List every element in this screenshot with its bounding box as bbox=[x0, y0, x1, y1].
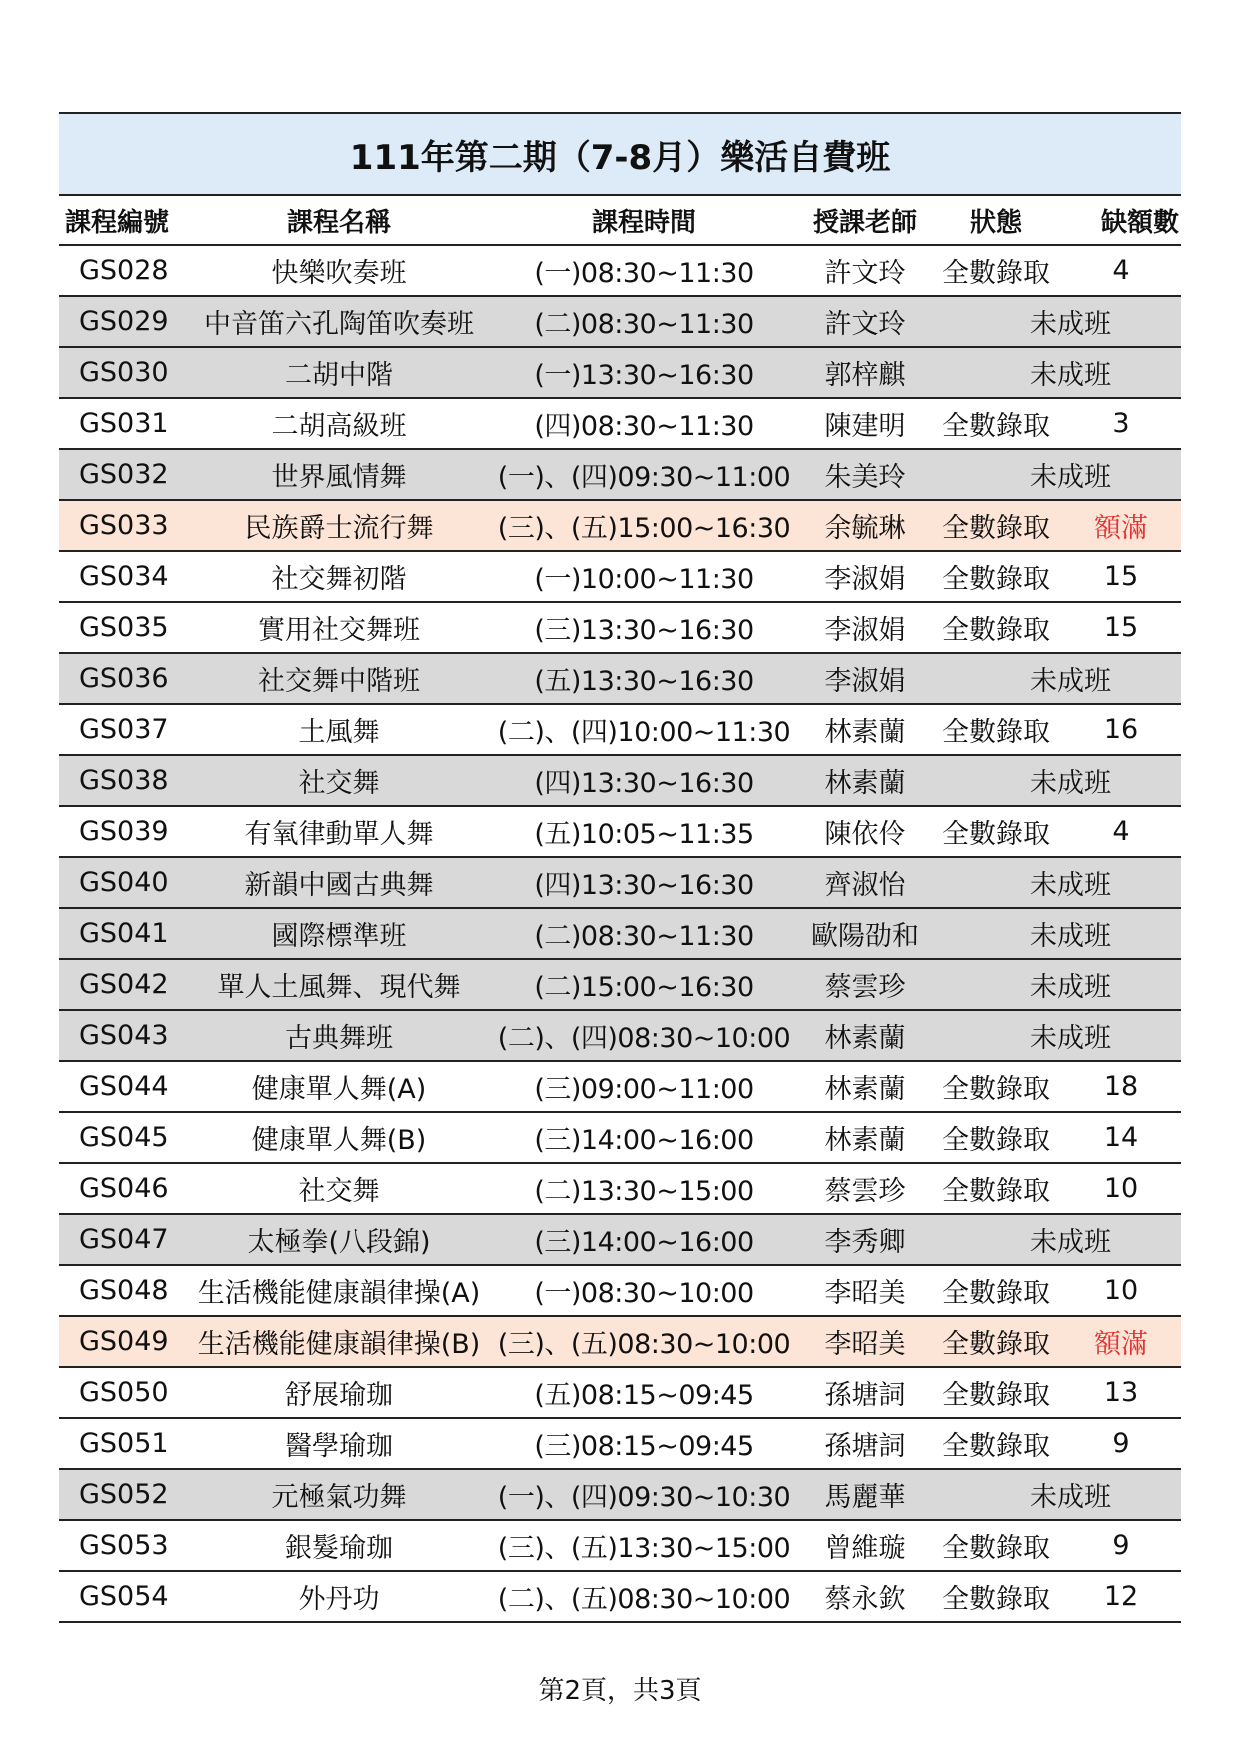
cell-course-time: (一)、(四)09:30~11:00 bbox=[489, 449, 799, 500]
cell-course-code: GS031 bbox=[59, 398, 189, 449]
cell-teacher: 林素蘭 bbox=[799, 1061, 931, 1112]
cell-course-time: (四)13:30~16:30 bbox=[489, 755, 799, 806]
cell-teacher: 蔡雲珍 bbox=[799, 959, 931, 1010]
table-row bbox=[59, 755, 1181, 806]
cell-course-time: (三)09:00~11:00 bbox=[489, 1061, 799, 1112]
cell-course-code: GS048 bbox=[59, 1265, 189, 1316]
cell-course-time: (五)10:05~11:35 bbox=[489, 806, 799, 857]
cell-course-time: (五)13:30~16:30 bbox=[489, 653, 799, 704]
cell-course-name: 社交舞初階 bbox=[189, 551, 489, 602]
cell-status: 全數錄取 bbox=[931, 245, 1061, 296]
cell-course-time: (三)、(五)08:30~10:00 bbox=[489, 1316, 799, 1367]
cell-course-time: (二)08:30~11:30 bbox=[489, 908, 799, 959]
cell-course-time: (二)13:30~15:00 bbox=[489, 1163, 799, 1214]
cell-status: 未成班 bbox=[931, 653, 1181, 704]
table-row bbox=[59, 1214, 1181, 1265]
table-row bbox=[59, 806, 1181, 857]
course-sheet bbox=[59, 112, 1181, 1623]
cell-course-time: (三)14:00~16:00 bbox=[489, 1214, 799, 1265]
table-row bbox=[59, 551, 1181, 602]
table-row bbox=[59, 908, 1181, 959]
cell-course-name: 世界風情舞 bbox=[189, 449, 489, 500]
cell-course-code: GS034 bbox=[59, 551, 189, 602]
cell-teacher: 李昭美 bbox=[799, 1316, 931, 1367]
cell-teacher: 許文玲 bbox=[799, 296, 931, 347]
cell-course-name: 單人土風舞、現代舞 bbox=[189, 959, 489, 1010]
cell-quota: 10 bbox=[1061, 1265, 1181, 1316]
header-quota: 缺額數 bbox=[1061, 196, 1181, 245]
cell-status: 全數錄取 bbox=[931, 1367, 1061, 1418]
cell-course-name: 快樂吹奏班 bbox=[189, 245, 489, 296]
cell-course-name: 二胡中階 bbox=[189, 347, 489, 398]
cell-status: 全數錄取 bbox=[931, 1061, 1061, 1112]
header-name: 課程名稱 bbox=[189, 196, 489, 245]
cell-quota: 3 bbox=[1061, 398, 1181, 449]
cell-course-name: 銀髮瑜珈 bbox=[189, 1520, 489, 1571]
cell-quota: 16 bbox=[1061, 704, 1181, 755]
cell-status: 未成班 bbox=[931, 347, 1181, 398]
cell-status: 全數錄取 bbox=[931, 1418, 1061, 1469]
cell-course-time: (二)15:00~16:30 bbox=[489, 959, 799, 1010]
cell-teacher: 朱美玲 bbox=[799, 449, 931, 500]
cell-status: 全數錄取 bbox=[931, 500, 1061, 551]
cell-teacher: 蔡雲珍 bbox=[799, 1163, 931, 1214]
cell-course-name: 醫學瑜珈 bbox=[189, 1418, 489, 1469]
cell-status: 未成班 bbox=[931, 1469, 1181, 1520]
page-footer: 第2頁，共3頁 bbox=[538, 1676, 702, 1706]
cell-status: 全數錄取 bbox=[931, 398, 1061, 449]
cell-quota: 15 bbox=[1061, 602, 1181, 653]
cell-quota: 15 bbox=[1061, 551, 1181, 602]
cell-teacher: 陳建明 bbox=[799, 398, 931, 449]
cell-course-name: 健康單人舞(B) bbox=[189, 1112, 489, 1163]
cell-course-code: GS029 bbox=[59, 296, 189, 347]
table-body bbox=[59, 245, 1181, 1622]
cell-course-time: (三)、(五)13:30~15:00 bbox=[489, 1520, 799, 1571]
cell-quota: 4 bbox=[1061, 245, 1181, 296]
cell-course-time: (一)10:00~11:30 bbox=[489, 551, 799, 602]
cell-status: 未成班 bbox=[931, 857, 1181, 908]
cell-course-code: GS053 bbox=[59, 1520, 189, 1571]
cell-status: 未成班 bbox=[931, 449, 1181, 500]
header-time: 課程時間 bbox=[489, 196, 799, 245]
cell-course-code: GS038 bbox=[59, 755, 189, 806]
sheet-title: 111年第二期（7-8月）樂活自費班 bbox=[59, 112, 1181, 196]
cell-status: 全數錄取 bbox=[931, 551, 1061, 602]
cell-teacher: 林素蘭 bbox=[799, 755, 931, 806]
cell-quota: 9 bbox=[1061, 1418, 1181, 1469]
cell-course-name: 社交舞中階班 bbox=[189, 653, 489, 704]
cell-teacher: 林素蘭 bbox=[799, 704, 931, 755]
cell-course-code: GS050 bbox=[59, 1367, 189, 1418]
cell-course-time: (二)08:30~11:30 bbox=[489, 296, 799, 347]
cell-course-name: 社交舞 bbox=[189, 755, 489, 806]
cell-teacher: 郭梓麒 bbox=[799, 347, 931, 398]
cell-teacher: 孫塘詞 bbox=[799, 1418, 931, 1469]
cell-course-code: GS040 bbox=[59, 857, 189, 908]
header-code: 課程編號 bbox=[59, 196, 189, 245]
cell-status: 未成班 bbox=[931, 296, 1181, 347]
course-table bbox=[59, 196, 1181, 1623]
table-row bbox=[59, 602, 1181, 653]
cell-teacher: 林素蘭 bbox=[799, 1010, 931, 1061]
cell-course-code: GS041 bbox=[59, 908, 189, 959]
table-row bbox=[59, 1418, 1181, 1469]
cell-quota: 額滿 bbox=[1061, 1316, 1181, 1367]
header-teacher: 授課老師 bbox=[799, 196, 931, 245]
cell-status: 全數錄取 bbox=[931, 1520, 1061, 1571]
cell-status: 全數錄取 bbox=[931, 1265, 1061, 1316]
cell-teacher: 陳依伶 bbox=[799, 806, 931, 857]
cell-quota: 9 bbox=[1061, 1520, 1181, 1571]
cell-quota: 18 bbox=[1061, 1061, 1181, 1112]
cell-teacher: 李淑娟 bbox=[799, 653, 931, 704]
cell-status: 全數錄取 bbox=[931, 602, 1061, 653]
cell-course-name: 生活機能健康韻律操(A) bbox=[189, 1265, 489, 1316]
table-row bbox=[59, 959, 1181, 1010]
cell-teacher: 歐陽劭和 bbox=[799, 908, 931, 959]
cell-teacher: 余毓琳 bbox=[799, 500, 931, 551]
cell-teacher: 李秀卿 bbox=[799, 1214, 931, 1265]
cell-course-name: 土風舞 bbox=[189, 704, 489, 755]
table-row bbox=[59, 1316, 1181, 1367]
cell-course-name: 外丹功 bbox=[189, 1571, 489, 1622]
cell-course-name: 太極拳(八段錦) bbox=[189, 1214, 489, 1265]
cell-course-time: (一)、(四)09:30~10:30 bbox=[489, 1469, 799, 1520]
table-row bbox=[59, 347, 1181, 398]
cell-course-name: 國際標準班 bbox=[189, 908, 489, 959]
cell-teacher: 李淑娟 bbox=[799, 602, 931, 653]
cell-teacher: 曾維璇 bbox=[799, 1520, 931, 1571]
cell-course-code: GS033 bbox=[59, 500, 189, 551]
cell-quota: 10 bbox=[1061, 1163, 1181, 1214]
cell-course-code: GS030 bbox=[59, 347, 189, 398]
cell-course-code: GS052 bbox=[59, 1469, 189, 1520]
table-row bbox=[59, 1163, 1181, 1214]
cell-teacher: 齊淑怡 bbox=[799, 857, 931, 908]
cell-course-code: GS045 bbox=[59, 1112, 189, 1163]
cell-course-name: 新韻中國古典舞 bbox=[189, 857, 489, 908]
cell-status: 未成班 bbox=[931, 1010, 1181, 1061]
cell-course-code: GS051 bbox=[59, 1418, 189, 1469]
table-row bbox=[59, 1010, 1181, 1061]
cell-course-code: GS028 bbox=[59, 245, 189, 296]
cell-course-time: (二)、(四)10:00~11:30 bbox=[489, 704, 799, 755]
cell-course-name: 二胡高級班 bbox=[189, 398, 489, 449]
cell-course-time: (一)08:30~10:00 bbox=[489, 1265, 799, 1316]
cell-course-name: 有氧律動單人舞 bbox=[189, 806, 489, 857]
cell-course-code: GS049 bbox=[59, 1316, 189, 1367]
cell-quota: 4 bbox=[1061, 806, 1181, 857]
cell-course-time: (一)08:30~11:30 bbox=[489, 245, 799, 296]
cell-course-code: GS036 bbox=[59, 653, 189, 704]
cell-course-time: (三)13:30~16:30 bbox=[489, 602, 799, 653]
table-row bbox=[59, 1367, 1181, 1418]
cell-course-time: (四)13:30~16:30 bbox=[489, 857, 799, 908]
cell-teacher: 孫塘詞 bbox=[799, 1367, 931, 1418]
cell-status: 全數錄取 bbox=[931, 806, 1061, 857]
cell-teacher: 李淑娟 bbox=[799, 551, 931, 602]
cell-status: 全數錄取 bbox=[931, 1112, 1061, 1163]
table-row bbox=[59, 1112, 1181, 1163]
cell-course-name: 舒展瑜珈 bbox=[189, 1367, 489, 1418]
cell-status: 全數錄取 bbox=[931, 1316, 1061, 1367]
table-row bbox=[59, 1061, 1181, 1112]
cell-course-time: (四)08:30~11:30 bbox=[489, 398, 799, 449]
table-row bbox=[59, 245, 1181, 296]
cell-course-name: 元極氣功舞 bbox=[189, 1469, 489, 1520]
table-row bbox=[59, 653, 1181, 704]
cell-teacher: 許文玲 bbox=[799, 245, 931, 296]
cell-course-time: (三)、(五)15:00~16:30 bbox=[489, 500, 799, 551]
cell-status: 未成班 bbox=[931, 755, 1181, 806]
cell-teacher: 林素蘭 bbox=[799, 1112, 931, 1163]
table-row bbox=[59, 1469, 1181, 1520]
table-row bbox=[59, 449, 1181, 500]
cell-quota: 12 bbox=[1061, 1571, 1181, 1622]
cell-status: 未成班 bbox=[931, 1214, 1181, 1265]
cell-status: 未成班 bbox=[931, 908, 1181, 959]
cell-course-code: GS047 bbox=[59, 1214, 189, 1265]
cell-course-time: (二)、(四)08:30~10:00 bbox=[489, 1010, 799, 1061]
header-status: 狀態 bbox=[931, 196, 1061, 245]
table-row bbox=[59, 398, 1181, 449]
cell-status: 全數錄取 bbox=[931, 704, 1061, 755]
table-row bbox=[59, 296, 1181, 347]
table-row bbox=[59, 500, 1181, 551]
cell-course-name: 健康單人舞(A) bbox=[189, 1061, 489, 1112]
cell-quota: 額滿 bbox=[1061, 500, 1181, 551]
cell-course-time: (三)14:00~16:00 bbox=[489, 1112, 799, 1163]
cell-status: 全數錄取 bbox=[931, 1163, 1061, 1214]
cell-course-code: GS043 bbox=[59, 1010, 189, 1061]
table-row bbox=[59, 1520, 1181, 1571]
cell-status: 未成班 bbox=[931, 959, 1181, 1010]
cell-course-code: GS037 bbox=[59, 704, 189, 755]
cell-course-time: (五)08:15~09:45 bbox=[489, 1367, 799, 1418]
table-row bbox=[59, 704, 1181, 755]
cell-course-name: 實用社交舞班 bbox=[189, 602, 489, 653]
cell-teacher: 李昭美 bbox=[799, 1265, 931, 1316]
cell-course-name: 古典舞班 bbox=[189, 1010, 489, 1061]
cell-course-code: GS046 bbox=[59, 1163, 189, 1214]
cell-course-name: 生活機能健康韻律操(B) bbox=[189, 1316, 489, 1367]
cell-course-code: GS039 bbox=[59, 806, 189, 857]
cell-course-code: GS054 bbox=[59, 1571, 189, 1622]
cell-quota: 14 bbox=[1061, 1112, 1181, 1163]
cell-course-code: GS032 bbox=[59, 449, 189, 500]
cell-course-time: (二)、(五)08:30~10:00 bbox=[489, 1571, 799, 1622]
cell-course-time: (三)08:15~09:45 bbox=[489, 1418, 799, 1469]
cell-course-code: GS042 bbox=[59, 959, 189, 1010]
cell-teacher: 蔡永欽 bbox=[799, 1571, 931, 1622]
cell-course-name: 中音笛六孔陶笛吹奏班 bbox=[189, 296, 489, 347]
cell-course-name: 社交舞 bbox=[189, 1163, 489, 1214]
table-row bbox=[59, 1265, 1181, 1316]
cell-course-name: 民族爵士流行舞 bbox=[189, 500, 489, 551]
cell-course-code: GS044 bbox=[59, 1061, 189, 1112]
cell-course-time: (一)13:30~16:30 bbox=[489, 347, 799, 398]
table-header-row bbox=[59, 196, 1181, 245]
table-row bbox=[59, 857, 1181, 908]
cell-quota: 13 bbox=[1061, 1367, 1181, 1418]
cell-course-code: GS035 bbox=[59, 602, 189, 653]
table-row bbox=[59, 1571, 1181, 1622]
cell-status: 全數錄取 bbox=[931, 1571, 1061, 1622]
cell-teacher: 馬麗華 bbox=[799, 1469, 931, 1520]
